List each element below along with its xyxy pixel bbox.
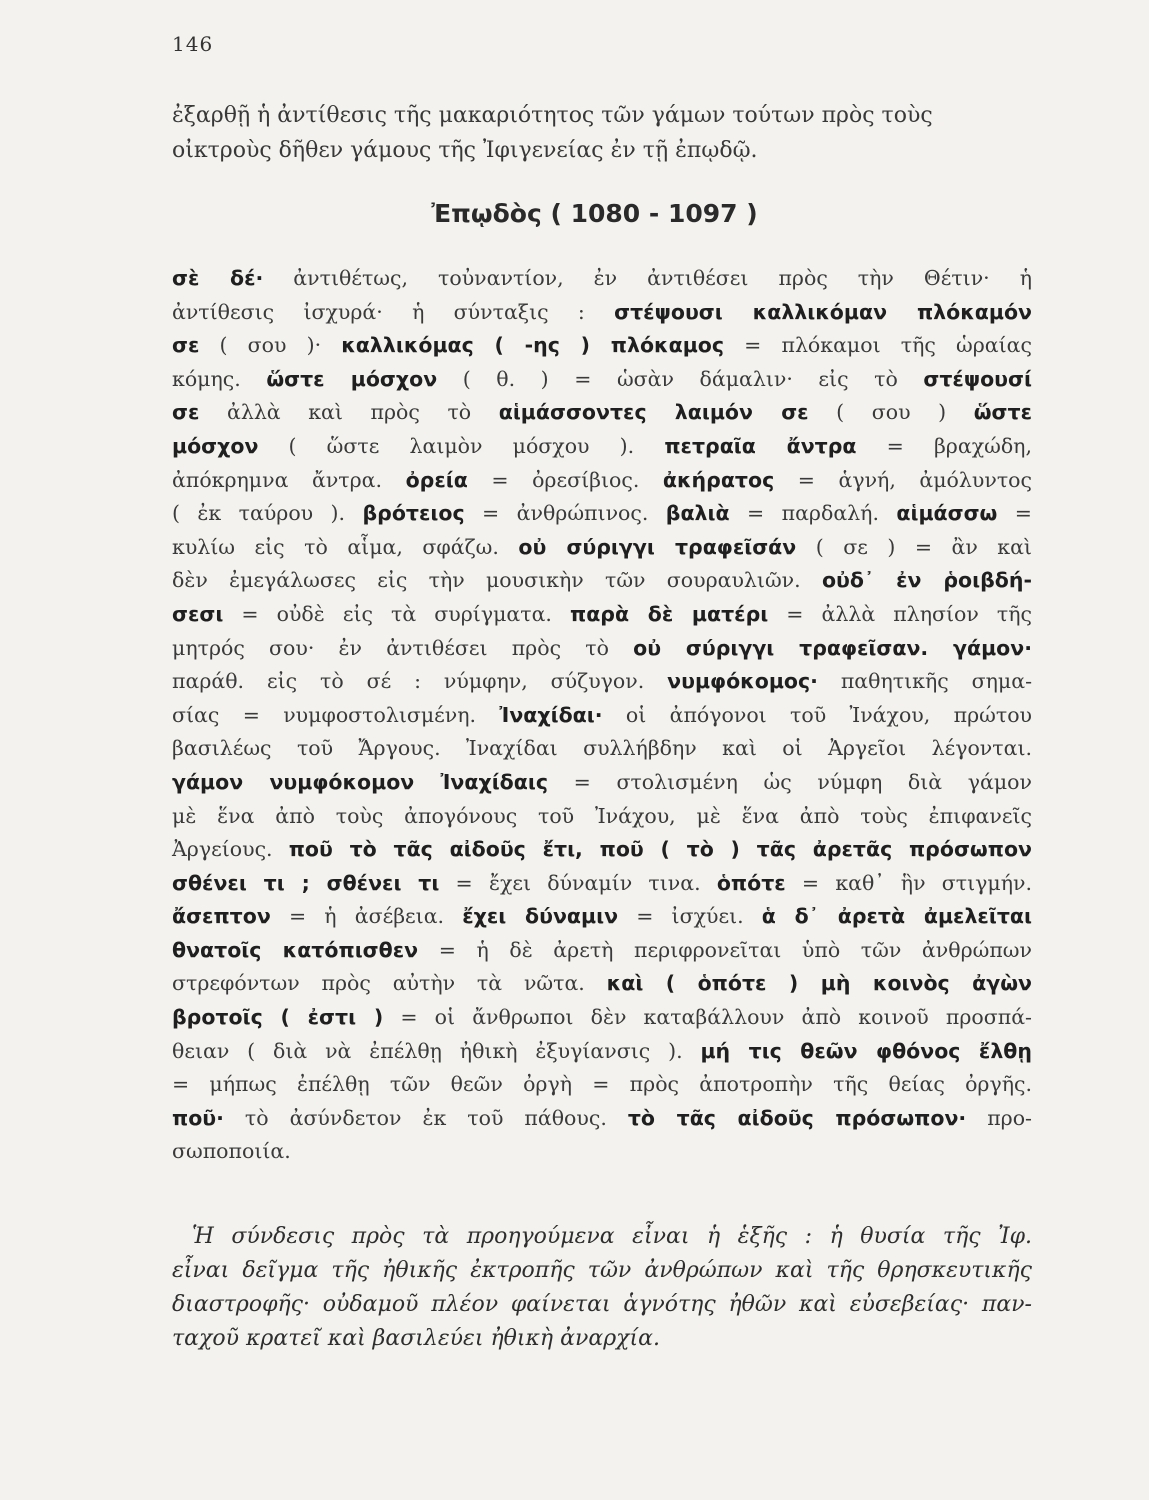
gloss-text: θειαν ( διὰ νὰ ἐπέλθῃ ἠθικὴ ἐξυγίανσις ). bbox=[172, 1038, 701, 1063]
gloss-text: ( ὥστε λαιμὸν μόσχου ). bbox=[258, 433, 665, 458]
gloss-text: βασιλέως τοῦ Ἄργους. Ἰναχίδαι συλλήβδην καὶ οἱ Ἀργεῖοι λέγονται. bbox=[172, 736, 1032, 761]
commentary-line bbox=[172, 430, 1032, 464]
lemma-term: πετραῖα ἄντρα bbox=[664, 433, 857, 458]
conclusion-line: ταχοῦ κρατεῖ καὶ βασιλεύει ἠθικὴ ἀναρχία. bbox=[172, 1326, 660, 1351]
gloss-text: ἀντιθέτως, τοὐναντίον, ἐν ἀντιθέσει πρὸς τὴν Θέτιν· ἡ bbox=[263, 266, 1032, 290]
conclusion-line: διαστροφῆς· οὐδαμοῦ πλέον φαίνεται ἁγνότης ἠθῶν καὶ εὐσεβείας· παν- bbox=[172, 1292, 1032, 1317]
lemma-term: ὁπότε bbox=[716, 870, 786, 895]
conclusion-line: εἶναι δεῖγμα τῆς ἠθικῆς ἐκτροπῆς τῶν ἀνθρώπων καὶ τῆς θρησκευτικῆς bbox=[172, 1258, 1032, 1283]
gloss-text: = πλόκαμοι τῆς ὡραίας bbox=[724, 333, 1032, 358]
commentary-line bbox=[172, 900, 1032, 934]
lemma-term: οὐδ᾽ ἐν ῥοιβδή- bbox=[821, 568, 1032, 593]
lemma-term: ὀρεία bbox=[405, 467, 468, 492]
lemma-term: ποῦ τὸ τᾶς αἰδοῦς ἔτι, ποῦ ( τὸ ) τᾶς ἀρετᾶς πρόσωπον bbox=[288, 837, 1032, 862]
commentary-line bbox=[172, 800, 1032, 834]
lemma-term: νυμφόκομος· bbox=[667, 669, 818, 694]
lemma-term: αἱμάσσοντες λαιμόν σε bbox=[498, 400, 809, 425]
lemma-term: βροτοῖς ( ἐστι ) bbox=[172, 1005, 384, 1030]
gloss-text: ( σε ) = ἂν καὶ bbox=[796, 534, 1032, 559]
lemma-term: ἀκήρατος bbox=[662, 467, 775, 492]
commentary-line bbox=[172, 732, 1032, 766]
gloss-text: = ἀλλὰ πλησίον τῆς bbox=[768, 601, 1032, 626]
lemma-term: Ἰναχίδαι· bbox=[499, 702, 603, 727]
lemma-term: οὐ σύριγγι τραφεῖσαν. γάμον· bbox=[633, 635, 1032, 660]
lemma-term: βαλιὰ bbox=[665, 501, 730, 526]
commentary-line bbox=[172, 1102, 1032, 1136]
gloss-text: ἀλλὰ καὶ πρὸς τὸ bbox=[199, 400, 499, 425]
gloss-text: κυλίω εἰς τὸ αἷμα, σφάζω. bbox=[172, 534, 519, 559]
commentary-line bbox=[172, 262, 1032, 296]
lemma-term: στέψουσι καλλικόμαν πλόκαμόν bbox=[614, 299, 1033, 324]
gloss-text: = ἰσχύει. bbox=[618, 904, 762, 929]
gloss-text: = ἡ δὲ ἀρετὴ περιφρονεῖται ὑπὸ τῶν ἀνθρώπων bbox=[418, 937, 1032, 962]
gloss-text: σωποποιία. bbox=[172, 1139, 291, 1164]
gloss-text: = παρδαλή. bbox=[729, 501, 897, 526]
lemma-term: ὥστε bbox=[973, 400, 1033, 425]
lemma-term: καὶ ( ὁπότε ) μὴ κοινὸς ἀγὼν bbox=[606, 971, 1032, 996]
lemma-term: παρὰ δὲ ματέρι bbox=[570, 601, 769, 626]
gloss-text: = ἀνθρώπινος. bbox=[464, 501, 666, 526]
gloss-text: προ- bbox=[966, 1105, 1032, 1130]
commentary-line bbox=[172, 967, 1032, 1001]
lemma-term: γάμον νυμφόκομον Ἰναχίδαις bbox=[172, 769, 548, 794]
commentary-line bbox=[172, 665, 1032, 699]
gloss-text: ( σου )· bbox=[199, 333, 342, 358]
commentary-line bbox=[172, 1001, 1032, 1035]
intro-line: ἐξαρθῇ ἡ ἀντίθεσις τῆς μακαριότητος τῶν γάμων τούτων πρὸς τοὺς bbox=[172, 103, 933, 128]
gloss-text: = ἁγνή, ἀμόλυντος bbox=[774, 467, 1032, 492]
gloss-text: μὲ ἕνα ἀπὸ τοὺς ἀπογόνους τοῦ Ἰνάχου, μὲ ἕνα ἀπὸ τοὺς ἐπιφανεῖς bbox=[172, 803, 1032, 828]
lemma-term: στέψουσί bbox=[923, 366, 1032, 391]
commentary-line bbox=[172, 464, 1032, 498]
lemma-term: ἔχει δύναμιν bbox=[462, 904, 619, 929]
commentary-line bbox=[172, 497, 1032, 531]
lemma-term: οὐ σύριγγι τραφεῖσάν bbox=[518, 534, 797, 559]
section-heading: Ἐπῳδὸς ( 1080 - 1097 ) bbox=[431, 199, 758, 228]
gloss-text: ἀντίθεσις ἰσχυρά· ἡ σύνταξις : bbox=[172, 299, 615, 324]
gloss-text: παράθ. εἰς τὸ σέ : νύμφην, σύζυγον. bbox=[172, 669, 668, 694]
commentary-line bbox=[172, 1135, 1032, 1169]
gloss-text: = οὐδὲ εἰς τὰ συρίγματα. bbox=[223, 601, 570, 626]
commentary-line bbox=[172, 1068, 1032, 1102]
conclusion-line: Ἡ σύνδεσις πρὸς τὰ προηγούμενα εἶναι ἡ ἑξῆς : ἡ θυσία τῆς Ἰφ. bbox=[192, 1224, 1032, 1249]
lemma-term: καλλικόμας ( -ης ) πλόκαμος bbox=[341, 333, 725, 358]
commentary-paragraph bbox=[172, 262, 1032, 1169]
conclusion-paragraph bbox=[172, 1220, 1032, 1356]
commentary-line bbox=[172, 833, 1032, 867]
gloss-text: ( σου ) bbox=[808, 400, 974, 425]
lemma-term: σθένει τι ; σθένει τι bbox=[172, 870, 440, 895]
gloss-text: = ἔχει δύναμίν τινα. bbox=[439, 870, 717, 895]
lemma-term: ἄσεπτον bbox=[172, 904, 271, 929]
gloss-text: ( ἐκ ταύρου ). bbox=[172, 501, 363, 526]
page-number: 146 bbox=[172, 32, 214, 56]
gloss-text: = καθ᾽ ἣν στιγμήν. bbox=[785, 870, 1032, 895]
gloss-text: κόμης. bbox=[172, 366, 267, 391]
lemma-term: ὥστε μόσχον bbox=[266, 366, 438, 391]
commentary-line bbox=[172, 598, 1032, 632]
lemma-term: σεσι bbox=[172, 601, 224, 626]
gloss-text: σίας = νυμφοστολισμένη. bbox=[172, 702, 500, 727]
commentary-line bbox=[172, 1035, 1032, 1069]
lemma-term: θνατοῖς κατόπισθεν bbox=[172, 937, 419, 962]
gloss-text: δὲν ἐμεγάλωσες εἰς τὴν μουσικὴν τῶν σουραυλιῶν. bbox=[172, 568, 822, 593]
lemma-term: τὸ τᾶς αἰδοῦς πρόσωπον· bbox=[627, 1105, 967, 1130]
gloss-text: Ἀργείους. bbox=[172, 837, 289, 862]
gloss-text: = μήπως ἐπέλθῃ τῶν θεῶν ὀργὴ = πρὸς ἀποτροπὴν τῆς θείας ὀργῆς. bbox=[172, 1072, 1032, 1097]
commentary-line bbox=[172, 934, 1032, 968]
commentary-line bbox=[172, 564, 1032, 598]
gloss-text: στρεφόντων πρὸς αὐτὴν τὰ νῶτα. bbox=[172, 971, 607, 996]
intro-line: οἰκτροὺς δῆθεν γάμους τῆς Ἰφιγενείας ἐν τῇ ἐπῳδῷ. bbox=[172, 138, 758, 163]
commentary-line bbox=[172, 867, 1032, 901]
commentary-line bbox=[172, 632, 1032, 666]
commentary-line bbox=[172, 531, 1032, 565]
gloss-text: τὸ ἀσύνδετον ἐκ τοῦ πάθους. bbox=[223, 1105, 628, 1130]
lemma-term: αἱμάσσω bbox=[896, 501, 998, 526]
gloss-text: = ἡ ἀσέβεια. bbox=[270, 904, 463, 929]
commentary-line bbox=[172, 329, 1032, 363]
gloss-text: οἱ ἀπόγονοι τοῦ Ἰνάχου, πρώτου bbox=[602, 702, 1032, 727]
commentary-line bbox=[172, 766, 1032, 800]
gloss-text: = bbox=[997, 501, 1032, 526]
lemma-term: μόσχον bbox=[172, 433, 259, 458]
lemma-term: σὲ δέ· bbox=[172, 266, 264, 290]
gloss-text: = βραχώδη, bbox=[856, 433, 1032, 458]
lemma-term: ἁ δ᾽ ἀρετὰ ἀμελεῖται bbox=[761, 904, 1032, 929]
gloss-text: = στολισμένη ὡς νύμφη διὰ γάμον bbox=[548, 769, 1032, 794]
commentary-line bbox=[172, 396, 1032, 430]
lemma-term: μή τις θεῶν φθόνος ἔλθῃ bbox=[700, 1038, 1032, 1063]
commentary-line bbox=[172, 363, 1032, 397]
intro-paragraph bbox=[172, 98, 1032, 168]
lemma-term: σε bbox=[172, 333, 200, 358]
gloss-text: ( θ. ) = ὡσὰν δάμαλιν· εἰς τὸ bbox=[437, 366, 924, 391]
commentary-line bbox=[172, 699, 1032, 733]
commentary-line bbox=[172, 296, 1032, 330]
gloss-text: παθητικῆς σημα- bbox=[817, 669, 1032, 694]
gloss-text: ἀπόκρημνα ἄντρα. bbox=[172, 467, 406, 492]
lemma-term: βρότειος bbox=[362, 501, 465, 526]
lemma-term: σε bbox=[172, 400, 200, 425]
gloss-text: = ὀρεσίβιος. bbox=[467, 467, 663, 492]
lemma-term: ποῦ· bbox=[172, 1105, 224, 1130]
gloss-text: = οἱ ἄνθρωποι δὲν καταβάλλουν ἀπὸ κοινοῦ προσπά- bbox=[383, 1005, 1032, 1030]
gloss-text: μητρός σου· ἐν ἀντιθέσει πρὸς τὸ bbox=[172, 635, 634, 660]
